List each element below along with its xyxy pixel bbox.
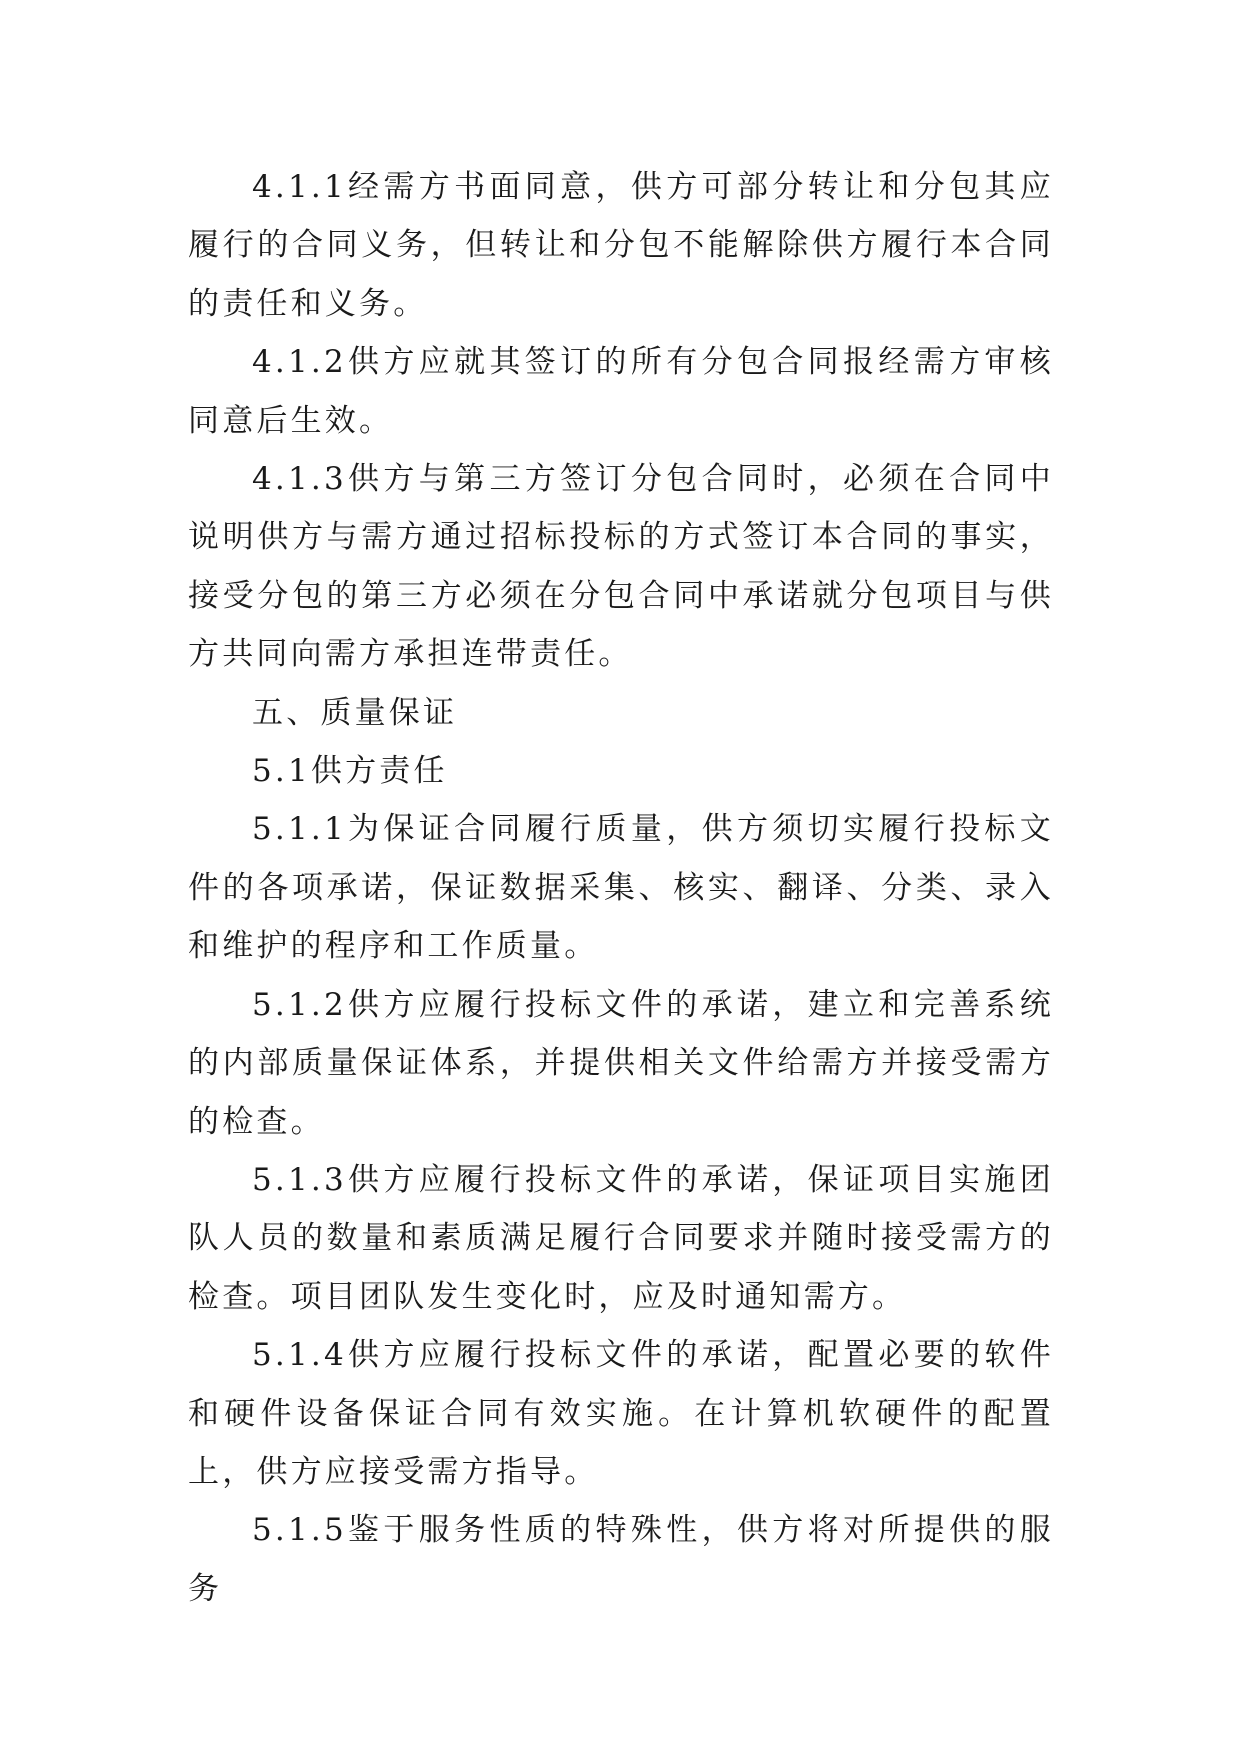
section-heading-quality-assurance: 五、质量保证 bbox=[252, 694, 458, 731]
paragraph-4-1-3: 4.1.3供方与第三方签订分包合同时，必须在合同中说明供方与需方通过招标投标的方式签订本合同的事实，接受分包的第三方必须在分包合同中承诺就分包项目与供方共同向需方承担连带责任。 bbox=[188, 461, 1054, 673]
paragraph-5-1-3: 5.1.3供方应履行投标文件的承诺，保证项目实施团队人员的数量和素质满足履行合同要求并随时接受需方的检查。项目团队发生变化时，应及时通知需方。 bbox=[188, 1161, 1054, 1315]
subsection-heading-supplier-responsibility: 5.1供方责任 bbox=[252, 753, 448, 790]
paragraph-5-1-4: 5.1.4供方应履行投标文件的承诺，配置必要的软件和硬件设备保证合同有效实施。在计算机软硬件的配置上，供方应接受需方指导。 bbox=[188, 1337, 1054, 1490]
paragraph-5-1-5: 5.1.5鉴于服务性质的特殊性，供方将对所提供的服务 bbox=[188, 1512, 1054, 1607]
paragraph-4-1-2: 4.1.2供方应就其签订的所有分包合同报经需方审核同意后生效。 bbox=[188, 344, 1054, 439]
document-body bbox=[188, 158, 1054, 1618]
paragraph-5-1-1: 5.1.1为保证合同履行质量，供方须切实履行投标文件的各项承诺，保证数据采集、核实、翻译、分类、录入和维护的程序和工作质量。 bbox=[188, 811, 1054, 965]
paragraph-5-1-2: 5.1.2供方应履行投标文件的承诺，建立和完善系统的内部质量保证体系，并提供相关文件给需方并接受需方的检查。 bbox=[188, 986, 1054, 1140]
paragraph-4-1-1: 4.1.1经需方书面同意，供方可部分转让和分包其应履行的合同义务，但转让和分包不能解除供方履行本合同的责任和义务。 bbox=[188, 169, 1054, 322]
